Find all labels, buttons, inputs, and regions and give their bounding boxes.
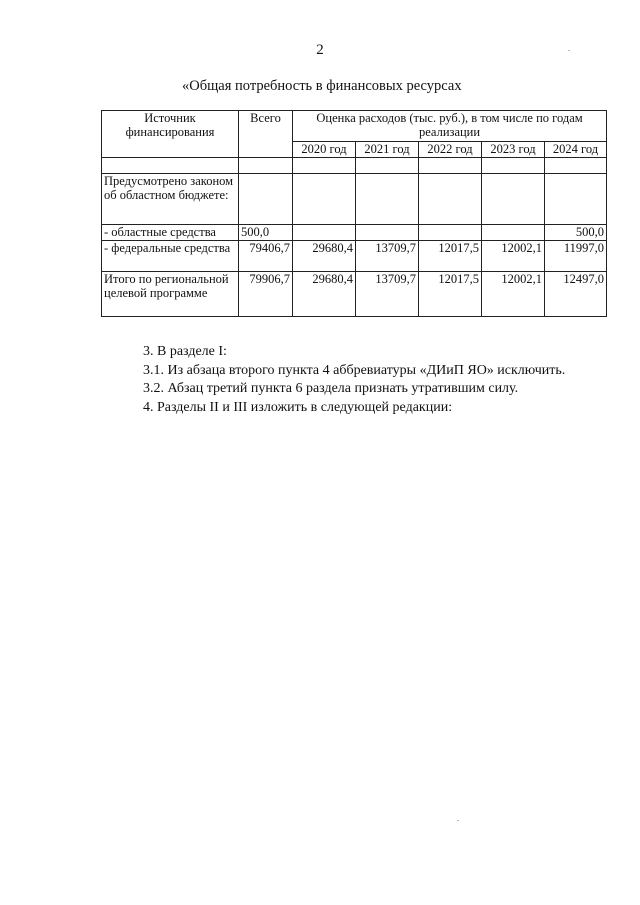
row-label: Итого по региональной целевой программе: [102, 272, 239, 317]
paragraph: 3. В разделе I:: [143, 344, 227, 359]
row-value: [356, 174, 419, 225]
column-number: [482, 158, 545, 174]
row-value: 29680,4: [293, 272, 356, 317]
scan-speck: [568, 50, 570, 51]
column-number: [419, 158, 482, 174]
header-year: 2023 год: [482, 142, 545, 158]
header-year: 2020 год: [293, 142, 356, 158]
row-value: [356, 225, 419, 241]
row-value: [293, 225, 356, 241]
header-year: 2024 год: [545, 142, 607, 158]
column-number: [239, 158, 293, 174]
financing-table: [101, 110, 607, 317]
row-value: 12002,1: [482, 241, 545, 272]
scan-speck: [457, 820, 459, 821]
column-numbers-row: [102, 158, 607, 174]
body-text: [143, 343, 565, 417]
header-year: 2022 год: [419, 142, 482, 158]
row-value: [293, 174, 356, 225]
row-value: [545, 174, 607, 225]
column-number: [293, 158, 356, 174]
row-value: 12002,1: [482, 272, 545, 317]
paragraph: 3.2. Абзац третий пункта 6 раздела признать утратившим силу.: [143, 381, 519, 396]
row-label: - федеральные средства: [102, 241, 239, 272]
row-total: 500,0: [239, 225, 293, 241]
paragraph: 3.1. Из абзаца второго пункта 4 аббревиатуры «ДИиП ЯО» исключить.: [143, 362, 566, 378]
row-value: 12497,0: [545, 272, 607, 317]
row-value: [419, 174, 482, 225]
section-heading: «Общая потребность в финансовых ресурсах: [182, 78, 462, 94]
row-value: 29680,4: [293, 241, 356, 272]
row-label: Предусмотрено законом об областном бюджете:: [102, 174, 239, 225]
row-value: [482, 225, 545, 241]
row-value: 12017,5: [419, 241, 482, 272]
table-row: [102, 174, 607, 225]
row-value: 13709,7: [356, 241, 419, 272]
table-row: [102, 241, 607, 272]
header-source: Источник финансирования: [102, 111, 239, 158]
row-value: 11997,0: [545, 241, 607, 272]
column-number: [356, 158, 419, 174]
header-total: Всего: [239, 111, 293, 158]
column-number: [102, 158, 239, 174]
column-number: [545, 158, 607, 174]
row-total: 79906,7: [239, 272, 293, 317]
page-number: 2: [316, 42, 324, 58]
paragraph: 4. Разделы II и III изложить в следующей редакции:: [143, 399, 453, 415]
header-year: 2021 год: [356, 142, 419, 158]
row-total: [239, 174, 293, 225]
row-value: [482, 174, 545, 225]
row-value: 12017,5: [419, 272, 482, 317]
table-row: [102, 272, 607, 317]
row-value: 13709,7: [356, 272, 419, 317]
row-value: [419, 225, 482, 241]
header-estimate: Оценка расходов (тыс. руб.), в том числе по годам реализации: [293, 111, 607, 142]
table-header-row: [102, 111, 607, 142]
row-label: - областные средства: [102, 225, 239, 241]
table-row: [102, 225, 607, 241]
row-value: 500,0: [545, 225, 607, 241]
row-total: 79406,7: [239, 241, 293, 272]
